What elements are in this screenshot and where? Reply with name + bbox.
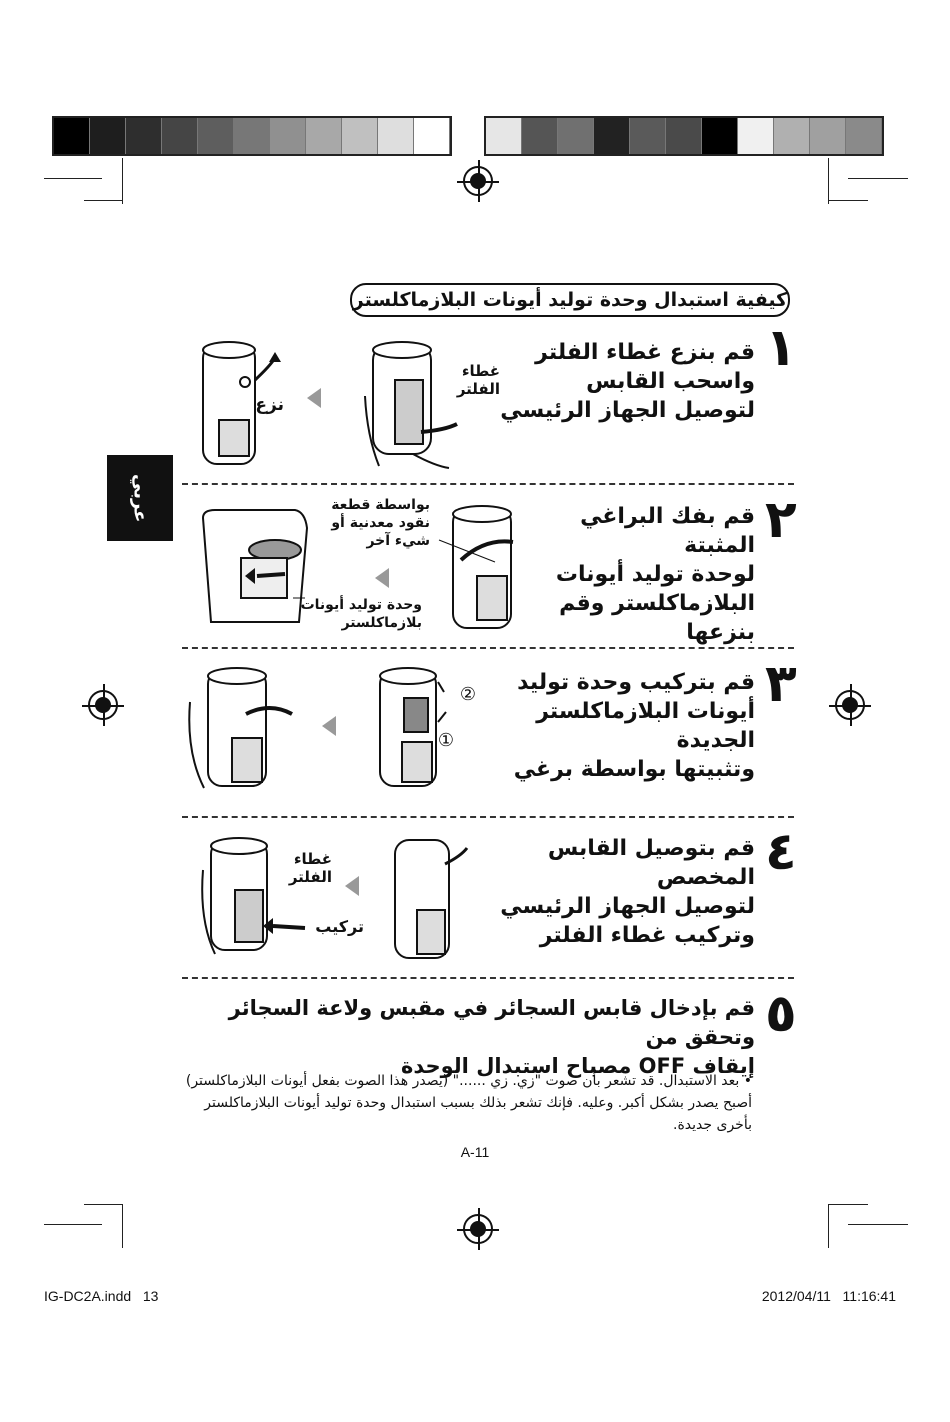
registration-mark-icon <box>835 690 865 720</box>
step3-illustration <box>180 662 470 792</box>
step-instruction: قم بنزع غطاء الفلتر واسحب القابس لتوصيل الجهاز الرئيسي <box>500 340 755 423</box>
registration-mark-icon <box>88 690 118 720</box>
crop-mark <box>44 178 102 179</box>
crop-mark <box>84 200 122 201</box>
language-tab: عربي <box>107 455 173 541</box>
step4-illustration <box>195 830 485 960</box>
color-swatch <box>306 118 342 154</box>
page-number: A-11 <box>460 1144 490 1160</box>
step-number: ٤ <box>765 822 797 882</box>
color-swatch <box>630 118 666 154</box>
color-swatch <box>90 118 126 154</box>
label-coin-tool: بواسطة قطعة نقود معدنية أو شيء آخر <box>331 497 430 549</box>
step-instruction: قم بتوصيل القابس المخصص لتوصيل الجهاز الرئيسي وتركيب غطاء الفلتر <box>500 836 755 948</box>
step-number: ١ <box>765 318 797 378</box>
step-number: ٥ <box>765 984 797 1044</box>
color-swatch <box>594 118 630 154</box>
step1-illustration <box>195 336 505 476</box>
footer-file: IG-DC2A.indd 13 <box>44 1288 159 1304</box>
crop-mark <box>828 200 868 201</box>
color-swatch <box>666 118 702 154</box>
label-step-b: ① <box>437 730 454 751</box>
color-swatch <box>846 118 882 154</box>
color-swatch <box>54 118 90 154</box>
color-swatch <box>738 118 774 154</box>
crop-mark <box>848 178 908 179</box>
step-instruction: قم بإدخال قابس السجائر في مقبس ولاعة السجائر وتحقق من إيقاف OFF مصباح استبدال الوحدة <box>228 996 755 1078</box>
color-swatch <box>414 118 450 154</box>
color-swatch <box>702 118 738 154</box>
step-divider <box>182 816 794 818</box>
color-strip-right <box>484 116 884 156</box>
crop-mark <box>122 158 123 204</box>
color-swatch <box>270 118 306 154</box>
color-swatch <box>810 118 846 154</box>
step-divider <box>182 483 794 485</box>
footer-timestamp: 2012/04/11 11:16:41 <box>761 1288 896 1304</box>
color-strip-left <box>52 116 452 156</box>
step-instruction: قم بفك البراغي المثبتة لوحدة توليد أيونات البلازماكلستر وقم بنزعها <box>555 504 755 645</box>
label-remove: نزع <box>255 395 284 415</box>
label-install: تركيب <box>315 917 364 936</box>
registration-mark-icon <box>463 166 493 196</box>
label-filter-cover: غطاء الفلتر <box>456 362 500 398</box>
label-ion-unit: وحدة توليد أيونات بلازماكلستر <box>300 597 422 631</box>
step-number: ٢ <box>765 490 797 550</box>
color-swatch <box>198 118 234 154</box>
crop-mark <box>828 158 829 204</box>
color-swatch <box>342 118 378 154</box>
color-swatch <box>558 118 594 154</box>
step-divider <box>182 647 794 649</box>
registration-mark-icon <box>463 1214 493 1244</box>
replacement-note: • بعد الاستبدال. قد تشعر بأن صوت "زي. زي ......" (يصدر هذا الصوت بفعل أيونات البلازماكلستر) أصبح يصدر بشكل أكبر. وعليه. فإنك تشعر بذلك بسبب استبدال وحدة توليد أيونات البلازماكلستر بأخرى جديدة. <box>185 1073 752 1133</box>
step-instruction: قم بتركيب وحدة توليد أيونات البلازماكلستر الجديدة وتثبيتها بواسطة برغي <box>513 670 755 782</box>
label-filter-cover: غطاء الفلتر <box>288 850 332 886</box>
color-swatch <box>162 118 198 154</box>
step-number: ٣ <box>765 654 797 714</box>
crop-mark <box>848 1224 908 1225</box>
step-divider <box>182 977 794 979</box>
color-swatch <box>234 118 270 154</box>
crop-mark <box>828 1204 829 1248</box>
page-title: كيفية استبدال وحدة توليد أيونات البلازماكلستر <box>350 283 790 317</box>
color-swatch <box>522 118 558 154</box>
crop-mark <box>84 1204 122 1205</box>
color-swatch <box>774 118 810 154</box>
label-step-a: ② <box>459 684 476 705</box>
color-swatch <box>378 118 414 154</box>
color-swatch <box>486 118 522 154</box>
crop-mark <box>828 1204 868 1205</box>
crop-mark <box>122 1204 123 1248</box>
crop-mark <box>44 1224 102 1225</box>
color-swatch <box>126 118 162 154</box>
